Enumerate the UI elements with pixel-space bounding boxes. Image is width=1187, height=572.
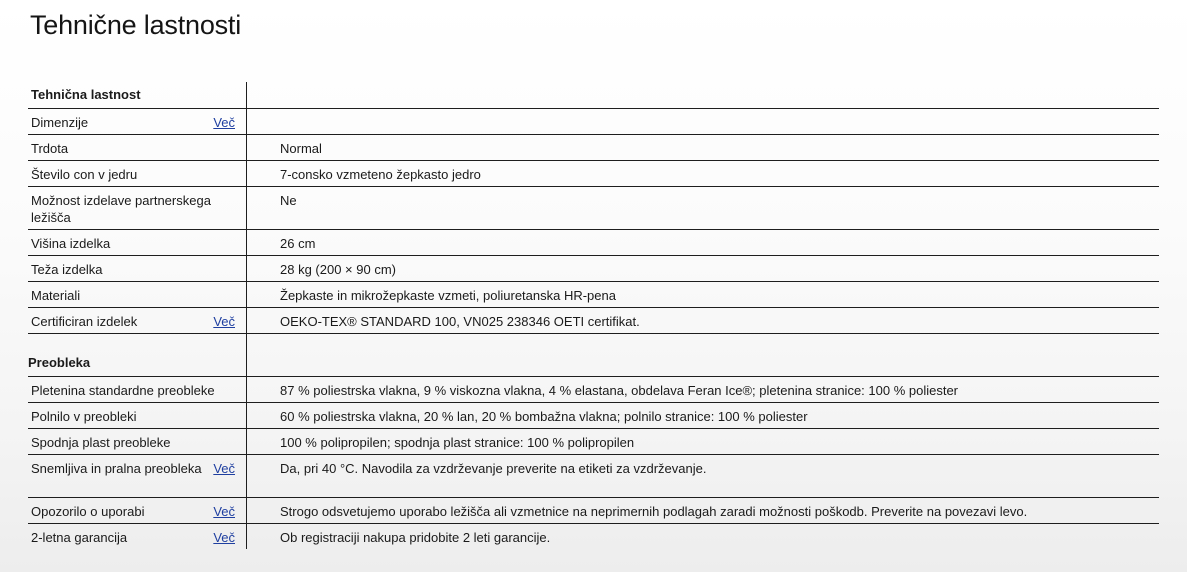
more-link[interactable]: Več [213, 461, 235, 476]
table-row [28, 403, 1159, 429]
section-heading-empty [247, 82, 1159, 108]
row-label: Teža izdelka [31, 262, 103, 277]
more-link[interactable]: Več [213, 504, 235, 519]
table-row [28, 498, 1159, 524]
section-heading-row [28, 82, 1159, 109]
specifications-table [28, 82, 1159, 549]
row-label: Število con v jedru [31, 167, 138, 182]
table-row [28, 109, 1159, 135]
table-row [28, 161, 1159, 187]
row-label: 2-letna garancija [31, 530, 128, 545]
row-value: 26 cm [280, 236, 316, 251]
row-label: Dimenzije [31, 115, 89, 130]
table-row [28, 455, 1159, 498]
section-heading: Preobleka [28, 334, 247, 376]
row-label: Snemljiva in pralna preobleka [31, 461, 202, 476]
row-value: Normal [280, 141, 322, 156]
more-link[interactable]: Več [213, 314, 235, 329]
row-value: Žepkaste in mikrožepkaste vzmeti, poliuretanska HR-pena [280, 288, 616, 303]
row-value: 60 % poliestrska vlakna, 20 % lan, 20 % bombažna vlakna; polnilo stranice: 100 % poliester [280, 409, 808, 424]
table-row [28, 429, 1159, 455]
table-row [28, 135, 1159, 161]
table-row [28, 256, 1159, 282]
row-value: Strogo odsvetujemo uporabo ležišča ali vzmetnice na neprimernih podlagah zaradi možnosti poškodb. Preverite na povezavi levo. [280, 504, 1028, 519]
row-value: 28 kg (200 × 90 cm) [280, 262, 396, 277]
row-label: Višina izdelka [31, 236, 111, 251]
section-heading: Tehnična lastnost [28, 82, 247, 108]
row-value: Ob registraciji nakupa pridobite 2 leti garancije. [280, 530, 551, 545]
section-heading-row [28, 334, 1159, 377]
row-label: Možnost izdelave partnerskega ležišča [31, 193, 211, 225]
section-heading-empty [247, 334, 1159, 376]
row-label: Pletenina standardne preobleke [31, 383, 215, 398]
table-row [28, 282, 1159, 308]
row-value: 7-consko vzmeteno žepkasto jedro [280, 167, 481, 182]
row-label: Polnilo v preobleki [31, 409, 137, 424]
row-value: Ne [280, 193, 297, 208]
table-row [28, 524, 1159, 549]
table-row [28, 377, 1159, 403]
table-row [28, 230, 1159, 256]
row-label: Spodnja plast preobleke [31, 435, 171, 450]
row-value [247, 109, 1159, 134]
row-label: Trdota [31, 141, 69, 156]
row-value: 100 % polipropilen; spodnja plast stranice: 100 % polipropilen [280, 435, 635, 450]
row-label: Materiali [31, 288, 81, 303]
more-link[interactable]: Več [213, 530, 235, 545]
row-value: OEKO-TEX® STANDARD 100, VN025 238346 OETI certifikat. [280, 314, 640, 329]
more-link[interactable]: Več [213, 115, 235, 130]
row-value: 87 % poliestrska vlakna, 9 % viskozna vlakna, 4 % elastana, obdelava Feran Ice®; pletenina stranice: 100 % poliester [280, 383, 959, 398]
table-row [28, 187, 1159, 230]
page-title: Tehnične lastnosti [30, 10, 242, 40]
table-row [28, 308, 1159, 334]
row-label: Certificiran izdelek [31, 314, 138, 329]
row-label: Opozorilo o uporabi [31, 504, 145, 519]
row-value: Da, pri 40 °C. Navodila za vzdrževanje preverite na etiketi za vzdrževanje. [280, 461, 707, 476]
